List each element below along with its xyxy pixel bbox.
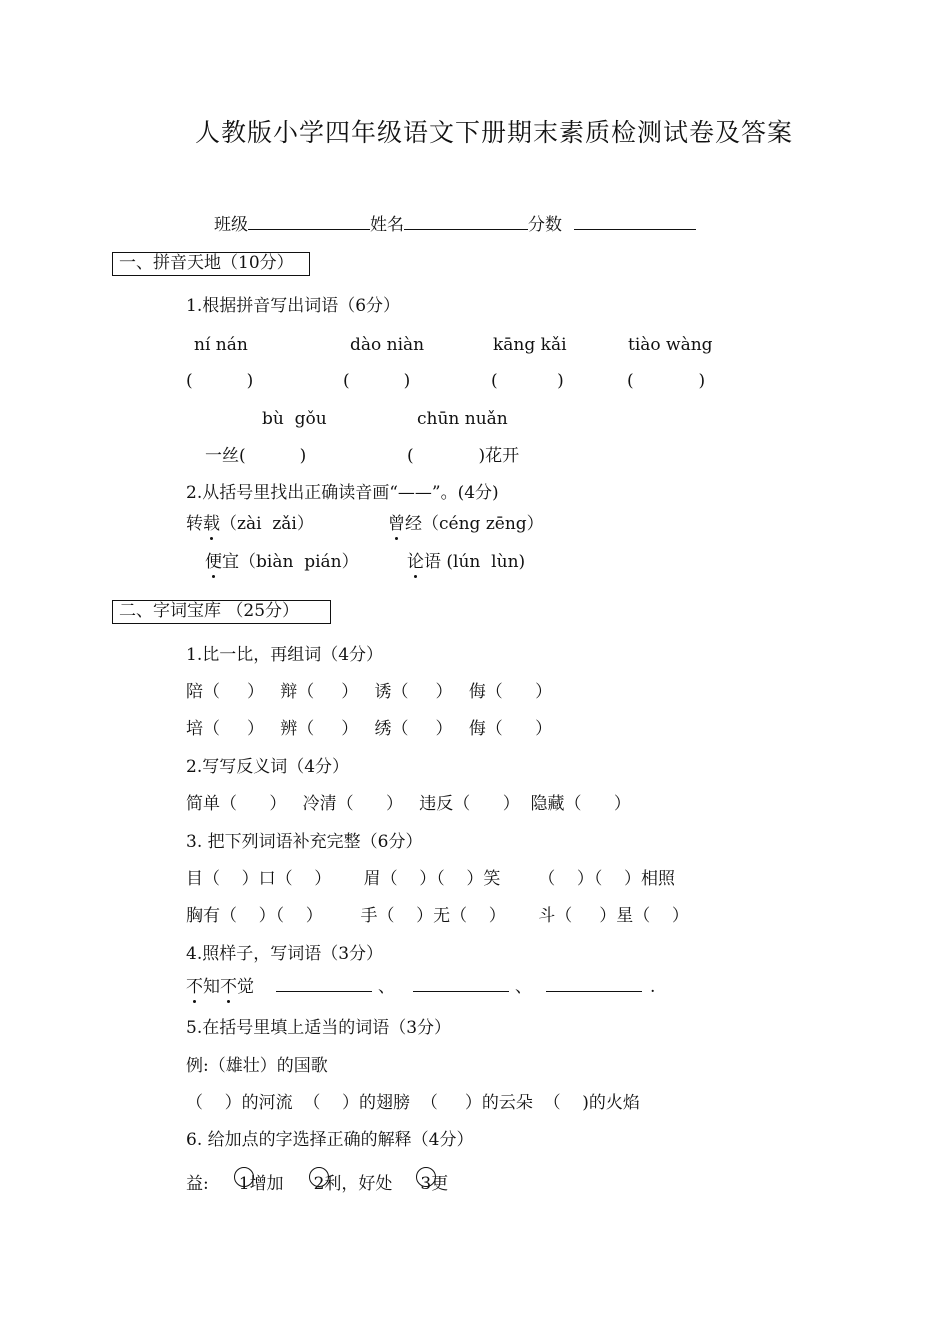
class-blank[interactable] [248, 211, 370, 230]
pinyin-3: kāng kǎi [493, 335, 567, 355]
answer-bracket-6[interactable]: ( )花开 [407, 446, 520, 466]
pinyin-2: dào niàn [350, 335, 425, 355]
reading-item-4: 论语 (lún lùn) [407, 552, 526, 572]
answer-bracket-4[interactable]: ( ) [627, 371, 706, 391]
s2-q1-title: 1.比一比，再组词（4分） [186, 645, 384, 665]
pinyin-4: tiào wàng [628, 335, 713, 355]
s1-q1-title: 1.根据拼音写出词语（6分） [186, 296, 401, 316]
reading-item-2: 曾经（céng zēng） [388, 514, 544, 534]
page-title: 人教版小学四年级语文下册期末素质检测试卷及答案 [195, 118, 794, 147]
s2-q5-row[interactable]: （ ）的河流 （ ）的翅膀 （ ）的云朵 （ )的火焰 [186, 1093, 640, 1113]
score-label: 分数 [528, 215, 562, 235]
word-blank-2[interactable] [413, 977, 509, 992]
s2-q3-row-1[interactable]: 目（ ）口（ ） 眉（ ）（ ）笑 （ ）（ ）相照 [186, 869, 675, 889]
class-label: 班级 [214, 215, 248, 235]
s2-q5-title: 5.在括号里填上适当的词语（3分） [186, 1018, 452, 1038]
s2-q2-title: 2.写写反义词（4分） [186, 757, 350, 777]
option-2-number: 2 [313, 1174, 325, 1194]
answer-bracket-5[interactable]: 一丝( ) [205, 446, 307, 466]
score-blank[interactable] [574, 211, 696, 230]
answer-bracket-1[interactable]: ( ) [186, 371, 254, 391]
pinyin-6: chūn nuǎn [417, 409, 508, 429]
s1-q2-title: 2.从括号里找出正确读音画“——”。(4分) [186, 483, 499, 503]
section-1-header: 一、拼音天地（10分） [112, 252, 310, 276]
info-line [214, 211, 696, 234]
word-blank-1[interactable] [276, 977, 372, 992]
option-3-number: 3 [420, 1174, 432, 1194]
section-2-header: 二、字词宝库 （25分） [112, 600, 331, 624]
s2-q3-title: 3. 把下列词语补充完整（6分） [186, 832, 423, 852]
s2-q2-row[interactable]: 简单（ ） 冷清（ ） 违反（ ） 隐藏（ ） [186, 794, 631, 814]
reading-item-3: 便宜（biàn pián） [205, 552, 359, 572]
pinyin-5: bù gǒu [262, 409, 327, 429]
option-1-number: 1 [238, 1174, 250, 1194]
s2-q1-row-2[interactable]: 培（ ） 辨（ ） 绣（ ） 侮（ ） [186, 719, 553, 739]
answer-bracket-2[interactable]: ( ) [343, 371, 411, 391]
reading-item-1: 转载（zài zǎi） [186, 514, 314, 534]
word-blank-3[interactable] [546, 977, 642, 992]
pinyin-1: ní nán [194, 335, 248, 355]
name-blank[interactable] [404, 211, 528, 230]
s2-q6-row: 益: 1增加 2利，好处 3更 [186, 1174, 449, 1194]
s2-q6-title: 6. 给加点的字选择正确的解释（4分） [186, 1130, 474, 1150]
s2-q5-example: 例:（雄壮）的国歌 [186, 1056, 328, 1076]
s2-q1-row-1[interactable]: 陪（ ） 辩（ ） 诱（ ） 侮（ ） [186, 682, 553, 702]
s2-q4-title: 4.照样子，写词语（3分） [186, 944, 384, 964]
name-label: 姓名 [370, 215, 404, 235]
s2-q4-row: 不知不觉 、 、 . [186, 977, 656, 997]
s2-q3-row-2[interactable]: 胸有（ ）（ ） 手（ ）无（ ） 斗（ ）星（ ） [186, 906, 689, 926]
answer-bracket-3[interactable]: ( ) [491, 371, 564, 391]
